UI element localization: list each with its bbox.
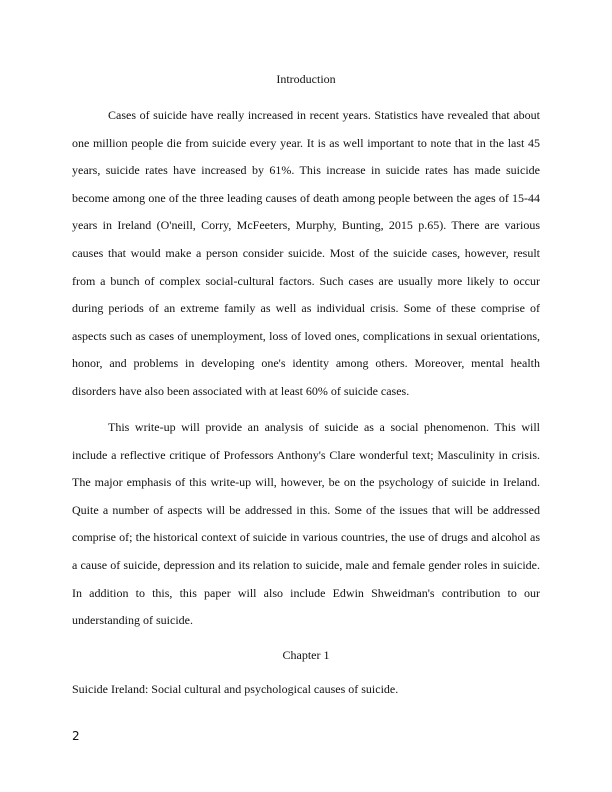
text-line: This write-up will provide an analysis of suicide as a social phenomenon. This will bbox=[108, 420, 540, 434]
text-line: one million people die from suicide every year. It is as well important to note that in the last 45 bbox=[72, 135, 540, 150]
text-line: years, suicide rates have increased by 61%. This increase in suicide rates has made suicide bbox=[72, 163, 540, 178]
text-line: The major emphasis of this write-up will, however, be on the psychology of suicide in Ireland. bbox=[72, 475, 540, 490]
text-line: aspects such as cases of unemployment, loss of loved ones, complications in sexual orientations, bbox=[72, 328, 540, 343]
page-number: 2 bbox=[72, 729, 80, 743]
text-line: years in Ireland (O'neill, Corry, McFeeters, Murphy, Bunting, 2015 p.65). There are various bbox=[72, 218, 540, 233]
text-line: disorders have also been associated with at least 60% of suicide cases. bbox=[72, 384, 410, 398]
chapter-subtitle: Suicide Ireland: Social cultural and psychological causes of suicide. bbox=[72, 682, 399, 696]
text-line: understanding of suicide. bbox=[72, 613, 193, 628]
text-line: from a bunch of complex social-cultural factors. Such cases are usually more likely to occur bbox=[72, 273, 540, 288]
text-line: Quite a number of aspects will be addressed in this. Some of the issues that will be addressed bbox=[72, 502, 540, 517]
text-line: Cases of suicide have really increased in recent years. Statistics have revealed that about bbox=[108, 108, 540, 122]
text-line: honor, and problems in developing one's identity among others. Moreover, mental health bbox=[72, 356, 540, 371]
text-line: a cause of suicide, depression and its relation to suicide, male and female gender roles in suicide. bbox=[72, 558, 540, 572]
text-line: become among one of the three leading causes of death among people between the ages of 15-44 bbox=[72, 190, 540, 205]
text-line: comprise of; the historical context of suicide in various countries, the use of drugs and alcohol as bbox=[72, 530, 540, 545]
text-line: during periods of an extreme family as well as individual crisis. Some of these comprise of bbox=[72, 301, 540, 316]
section-heading: Introduction bbox=[276, 72, 336, 86]
text-line: include a reflective critique of Professors Anthony's Clare wonderful text; Masculinity in crisis. bbox=[72, 447, 540, 462]
chapter-heading: Chapter 1 bbox=[282, 648, 330, 662]
text-line: causes that would make a person consider suicide. Most of the suicide cases, however, result bbox=[72, 246, 540, 260]
text-line: In addition to this, this paper will also include Edwin Shweidman's contribution to our bbox=[72, 585, 540, 600]
